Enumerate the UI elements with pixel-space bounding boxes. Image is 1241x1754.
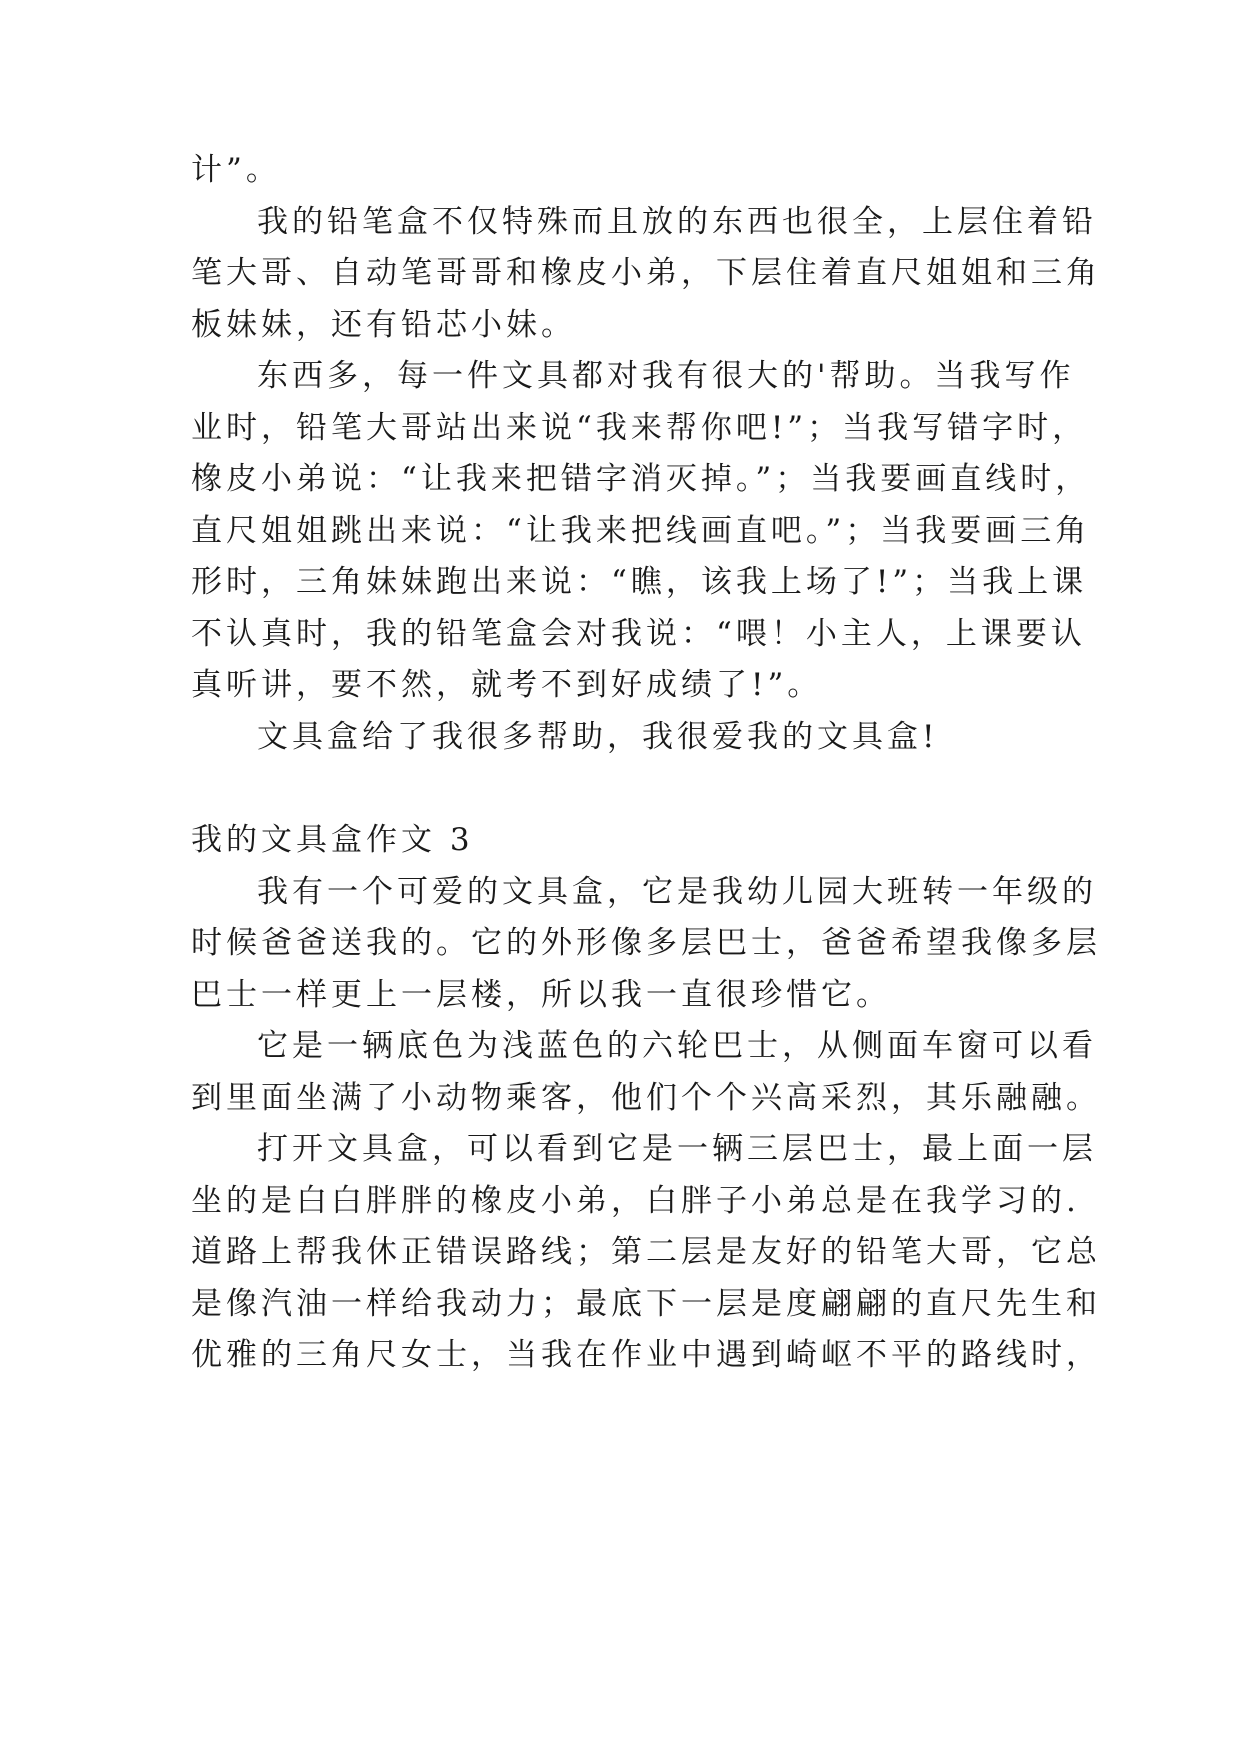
text-line: 坐的是白白胖胖的橡皮小弟，白胖子小弟总是在我学习的. (191, 1183, 1080, 1219)
text-line: 直尺姐姐跳出来说：“让我来把线画直吧。”；当我要画三角 (191, 513, 1091, 549)
text-line: 到里面坐满了小动物乘客，他们个个兴高采烈，其乐融融。 (191, 1080, 1101, 1116)
text-line: 形时，三角妹妹跑出来说：“瞧，该我上场了!”；当我上课 (191, 564, 1088, 600)
text-line: 板妹妹，还有铅芯小妹。 (191, 307, 576, 343)
text-line: 东西多，每一件文具都对我有很大的'帮助。当我写作 (257, 358, 1075, 394)
section-heading: 我的文具盒作文 3 (191, 822, 474, 858)
text-line: 是像汽油一样给我动力；最底下一层是度翩翩的直尺先生和 (191, 1286, 1101, 1322)
text-line: 业时，铅笔大哥站出来说“我来帮你吧!”；当我写错字时， (191, 410, 1088, 446)
text-line: 我有一个可爱的文具盒，它是我幼儿园大班转一年级的 (257, 874, 1097, 910)
text-line: 计”。 (191, 152, 281, 188)
text-line: 真听讲，要不然，就考不到好成绩了!”。 (191, 667, 823, 703)
text-line: 文具盒给了我很多帮助，我很爱我的文具盒! (257, 719, 939, 755)
text-line: 笔大哥、自动笔哥哥和橡皮小弟，下层住着直尺姐姐和三角 (191, 255, 1101, 291)
text-line: 时候爸爸送我的。它的外形像多层巴士，爸爸希望我像多层 (191, 925, 1101, 961)
text-line: 它是一辆底色为浅蓝色的六轮巴士，从侧面车窗可以看 (257, 1028, 1097, 1064)
text-line: 打开文具盒，可以看到它是一辆三层巴士，最上面一层 (257, 1131, 1097, 1167)
text-line: 我的铅笔盒不仅特殊而且放的东西也很全，上层住着铅 (257, 204, 1097, 240)
text-line: 优雅的三角尺女士，当我在作业中遇到崎岖不平的路线时， (191, 1337, 1101, 1373)
text-line: 道路上帮我休正错误路线；第二层是友好的铅笔大哥，它总 (191, 1234, 1101, 1270)
text-line: 巴士一样更上一层楼，所以我一直很珍惜它。 (191, 977, 891, 1013)
text-line: 橡皮小弟说：“让我来把错字消灭掉。”；当我要画直线时， (191, 461, 1091, 497)
text-line: 不认真时，我的铅笔盒会对我说：“喂！小主人，上课要认 (191, 616, 1086, 652)
